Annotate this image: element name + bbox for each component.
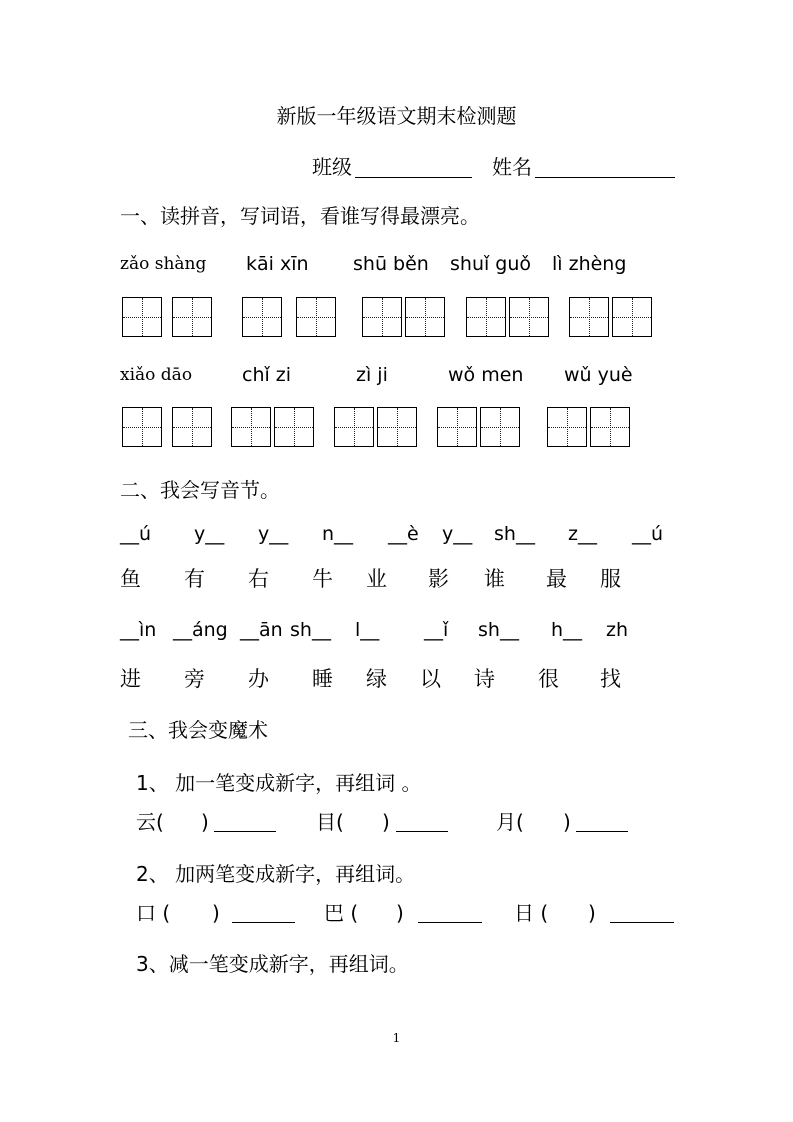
hanzi: 很 — [538, 667, 559, 691]
syllable-blank[interactable]: __ǐ — [424, 619, 449, 641]
writing-box[interactable] — [122, 297, 162, 337]
close-paren: ) — [212, 901, 220, 925]
answer-blank[interactable] — [576, 831, 628, 832]
section3-heading: 三、我会变魔术 — [128, 718, 268, 742]
pinyin-word: wǒ men — [448, 364, 524, 386]
writing-box[interactable] — [231, 407, 271, 447]
hanzi: 进 — [120, 667, 141, 691]
hanzi: 找 — [600, 667, 621, 691]
page-number: 1 — [392, 1031, 401, 1045]
section1-heading: 一、读拼音，写词语，看谁写得最漂亮。 — [120, 204, 480, 228]
writing-box[interactable] — [172, 407, 212, 447]
pinyin-word: wǔ yuè — [564, 364, 633, 386]
writing-box[interactable] — [509, 297, 549, 337]
syllable-blank[interactable]: __ú — [632, 523, 664, 545]
pinyin-word: kāi xīn — [246, 253, 309, 275]
writing-box[interactable] — [405, 297, 445, 337]
task-3-instruction: 3、减一笔变成新字，再组词。 — [136, 952, 409, 976]
hanzi: 办 — [248, 667, 269, 691]
hanzi: 牛 — [312, 567, 333, 591]
class-label: 班级 — [312, 155, 352, 179]
answer-blank[interactable] — [610, 922, 674, 923]
hanzi: 有 — [184, 567, 205, 591]
task-2-char: 巴 ( — [324, 901, 359, 925]
syllable-blank[interactable]: __áng — [173, 619, 228, 641]
writing-box[interactable] — [334, 407, 374, 447]
syllable-blank[interactable]: y__ — [258, 523, 289, 545]
syllable-blank[interactable]: l__ — [355, 619, 380, 641]
syllable-blank[interactable]: h__ — [551, 619, 583, 641]
pinyin-word: shū běn — [353, 253, 429, 275]
hanzi: 以 — [420, 667, 441, 691]
syllable-blank[interactable]: sh__ — [290, 619, 331, 641]
task-2-char: 口 ( — [136, 901, 171, 925]
answer-blank[interactable] — [396, 831, 448, 832]
syllable-blank[interactable]: y__ — [194, 523, 225, 545]
syllable-blank[interactable]: n__ — [322, 523, 354, 545]
writing-box[interactable] — [547, 407, 587, 447]
close-paren: ) — [382, 810, 390, 834]
hanzi: 绿 — [366, 667, 387, 691]
close-paren: ) — [396, 901, 404, 925]
writing-box[interactable] — [612, 297, 652, 337]
pinyin-word: zì ji — [356, 364, 388, 386]
answer-blank[interactable] — [232, 922, 295, 923]
task-2-instruction: 2、 加两笔变成新字，再组词。 — [136, 862, 416, 886]
name-label: 姓名 — [492, 155, 532, 179]
hanzi: 最 — [546, 567, 567, 591]
hanzi: 旁 — [184, 667, 205, 691]
syllable-blank[interactable]: sh__ — [494, 523, 535, 545]
writing-box[interactable] — [569, 297, 609, 337]
hanzi: 业 — [366, 567, 387, 591]
syllable-blank[interactable]: __ú — [120, 523, 152, 545]
answer-blank[interactable] — [418, 922, 482, 923]
task-1-char: 云( — [136, 810, 164, 834]
writing-box[interactable] — [122, 407, 162, 447]
pinyin-word: shuǐ guǒ — [450, 253, 532, 275]
hanzi: 服 — [600, 567, 621, 591]
syllable-blank[interactable]: zh — [606, 619, 629, 641]
section2-heading: 二、我会写音节。 — [120, 478, 280, 502]
syllable-blank[interactable]: __è — [388, 523, 419, 545]
pinyin-word: xiǎo dāo — [120, 365, 193, 385]
writing-box[interactable] — [466, 297, 506, 337]
syllable-blank[interactable]: sh__ — [478, 619, 519, 641]
task-1-char: 月( — [496, 810, 524, 834]
hanzi: 右 — [248, 567, 269, 591]
answer-blank[interactable] — [214, 831, 276, 832]
pinyin-word: chǐ zi — [242, 364, 292, 386]
close-paren: ) — [563, 810, 571, 834]
writing-box[interactable] — [377, 407, 417, 447]
hanzi: 谁 — [484, 567, 505, 591]
writing-box[interactable] — [437, 407, 477, 447]
close-paren: ) — [201, 810, 209, 834]
writing-box[interactable] — [362, 297, 402, 337]
writing-box[interactable] — [480, 407, 520, 447]
class-field[interactable] — [355, 177, 472, 178]
syllable-blank[interactable]: __ìn — [120, 619, 157, 641]
writing-box[interactable] — [590, 407, 630, 447]
pinyin-word: lì zhèng — [552, 253, 627, 275]
pinyin-word: zǎo shàng — [120, 254, 207, 274]
close-paren: ) — [588, 901, 596, 925]
task-1-char: 目( — [316, 810, 344, 834]
hanzi: 诗 — [474, 667, 495, 691]
syllable-blank[interactable]: __ān — [240, 619, 283, 641]
syllable-blank[interactable]: y__ — [442, 523, 473, 545]
writing-box[interactable] — [296, 297, 336, 337]
hanzi: 影 — [428, 567, 449, 591]
writing-box[interactable] — [274, 407, 314, 447]
hanzi: 鱼 — [120, 567, 141, 591]
page-title: 新版一年级语文期末检测题 — [276, 104, 517, 128]
task-1-instruction: 1、 加一笔变成新字，再组词 。 — [136, 771, 422, 795]
task-2-char: 日 ( — [514, 901, 549, 925]
hanzi: 睡 — [312, 667, 333, 691]
writing-box[interactable] — [172, 297, 212, 337]
writing-box[interactable] — [242, 297, 282, 337]
name-field[interactable] — [535, 177, 675, 178]
syllable-blank[interactable]: z__ — [568, 523, 597, 545]
